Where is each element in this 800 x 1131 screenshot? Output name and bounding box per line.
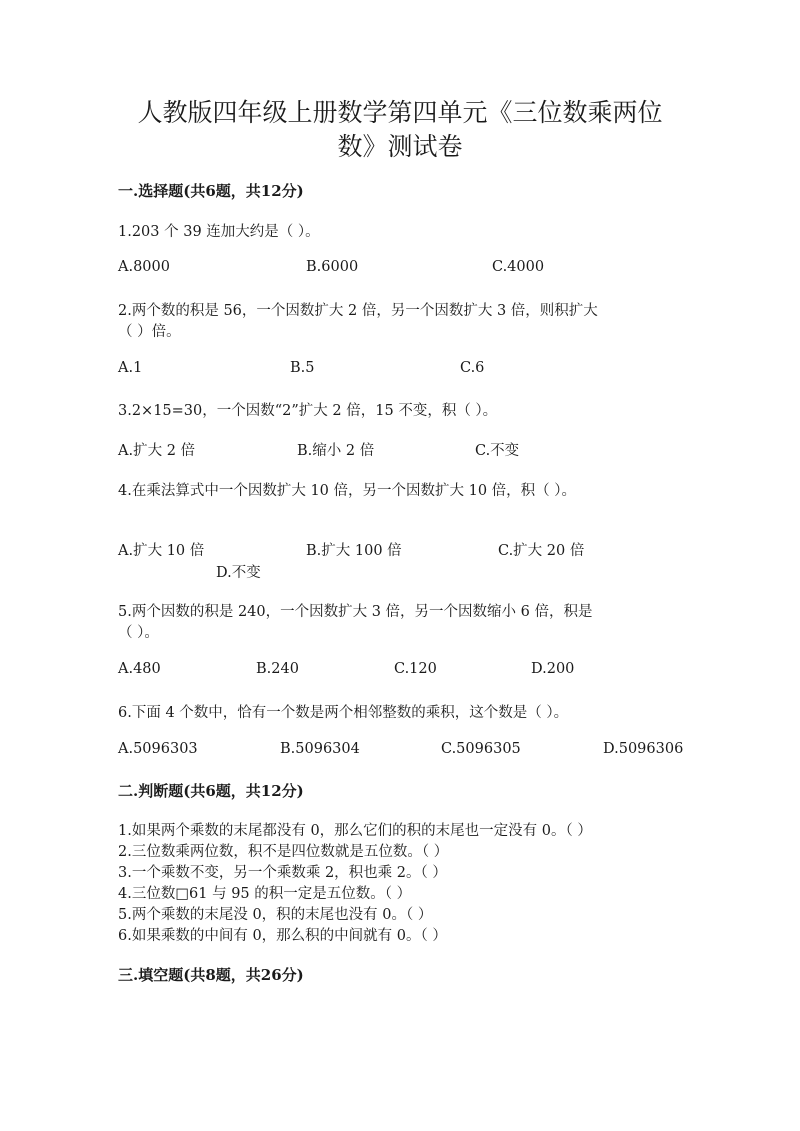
question-2-text-line-1: 2.两个数的积是 56，一个因数扩大 2 倍，另一个因数扩大 3 倍，则积扩大 <box>118 303 598 319</box>
question-2-option-c: C.6 <box>460 360 485 376</box>
question-2-text-line-2: （ ）倍。 <box>118 324 181 340</box>
question-3-text: 3.2×15=30，一个因数“2”扩大 2 倍，15 不变，积（ ）。 <box>118 403 498 419</box>
question-5-option-b: B.240 <box>256 661 299 677</box>
document-title-line-1: 人教版四年级上册数学第四单元《三位数乘两位 <box>137 98 663 127</box>
question-2-option-a: A.1 <box>118 360 143 376</box>
question-6-option-c: C.5096305 <box>441 741 521 757</box>
judgement-item-6: 6.如果乘数的中间有 0，那么积的中间就有 0。（ ） <box>118 928 447 944</box>
question-4-option-d: D.不变 <box>216 565 261 581</box>
document-title-line-2: 数》测试卷 <box>337 132 463 161</box>
judgement-item-4: 4.三位数□61 与 95 的积一定是五位数。（ ） <box>118 886 412 902</box>
judgement-item-5: 5.两个乘数的末尾没 0，积的末尾也没有 0。（ ） <box>118 907 433 923</box>
question-6-option-a: A.5096303 <box>118 741 198 757</box>
question-4-option-c: C.扩大 20 倍 <box>498 543 585 559</box>
question-4-text: 4.在乘法算式中一个因数扩大 10 倍，另一个因数扩大 10 倍，积（ ）。 <box>118 483 577 499</box>
question-1-option-c: C.4000 <box>492 259 545 275</box>
judgement-item-2: 2.三位数乘两位数，积不是四位数就是五位数。（ ） <box>118 844 449 860</box>
question-6-option-d: D.5096306 <box>603 741 684 757</box>
section-heading-true-false: 二.判断题(共6题，共12分) <box>118 782 304 800</box>
judgement-item-3: 3.一个乘数不变，另一个乘数乘 2，积也乘 2。（ ） <box>118 865 447 881</box>
question-6-text: 6.下面 4 个数中，恰有一个数是两个相邻整数的乘积，这个数是（ ）。 <box>118 705 569 721</box>
question-4-option-a: A.扩大 10 倍 <box>118 543 205 559</box>
section-heading-choice: 一.选择题(共6题，共12分) <box>118 182 304 200</box>
question-3-option-a: A.扩大 2 倍 <box>118 443 196 459</box>
question-5-text-line-2: （ ）。 <box>118 625 159 641</box>
question-1-option-b: B.6000 <box>306 259 359 275</box>
question-2-option-b: B.5 <box>290 360 315 376</box>
question-1-text: 1.203 个 39 连加大约是（ ）。 <box>118 224 320 240</box>
question-3-option-b: B.缩小 2 倍 <box>297 443 375 459</box>
question-3-option-c: C.不变 <box>475 443 520 459</box>
question-6-option-b: B.5096304 <box>280 741 360 757</box>
question-5-text-line-1: 5.两个因数的积是 240，一个因数扩大 3 倍，另一个因数缩小 6 倍，积是 <box>118 604 593 620</box>
judgement-item-1: 1.如果两个乘数的末尾都没有 0，那么它们的积的末尾也一定没有 0。（ ） <box>118 823 592 839</box>
question-5-option-a: A.480 <box>118 661 161 677</box>
question-5-option-c: C.120 <box>394 661 437 677</box>
section-heading-fill-in: 三.填空题(共8题，共26分) <box>118 966 304 984</box>
question-5-option-d: D.200 <box>531 661 575 677</box>
question-1-option-a: A.8000 <box>118 259 170 275</box>
question-4-option-b: B.扩大 100 倍 <box>306 543 402 559</box>
